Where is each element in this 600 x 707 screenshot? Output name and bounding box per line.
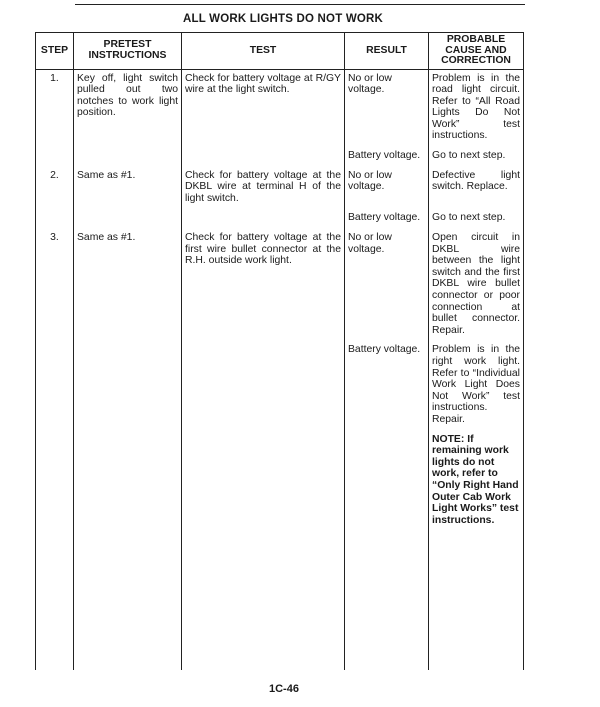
cause-cell: Go to next step. bbox=[429, 209, 524, 229]
step-number bbox=[36, 341, 74, 430]
table-header-row bbox=[36, 33, 524, 70]
header-result: RESULT bbox=[345, 33, 429, 70]
test-cell: Check for battery voltage at the DKBL wire at terminal H of the light switch. bbox=[182, 167, 345, 210]
empty-cell bbox=[345, 531, 429, 670]
result-cell: No or low voltage. bbox=[345, 69, 429, 147]
step-number: 1. bbox=[36, 69, 74, 147]
pretest-cell bbox=[74, 209, 182, 229]
test-cell bbox=[182, 209, 345, 229]
pretest-cell bbox=[74, 341, 182, 430]
pretest-cell: Same as #1. bbox=[74, 229, 182, 341]
cause-cell: Defective light switch. Replace. bbox=[429, 167, 524, 210]
table-row bbox=[36, 147, 524, 167]
pretest-cell: Same as #1. bbox=[74, 167, 182, 210]
pretest-cell bbox=[74, 147, 182, 167]
table-row bbox=[36, 431, 524, 532]
cause-cell: Go to next step. bbox=[429, 147, 524, 167]
result-cell: Battery voltage. bbox=[345, 147, 429, 167]
header-pretest: PRETEST INSTRUCTIONS bbox=[74, 33, 182, 70]
result-cell: No or low voltage. bbox=[345, 229, 429, 341]
result-cell: No or low voltage. bbox=[345, 167, 429, 210]
step-number: 3. bbox=[36, 229, 74, 341]
empty-cell bbox=[36, 531, 74, 670]
page-number: 1C-46 bbox=[269, 683, 299, 695]
empty-cell bbox=[182, 531, 345, 670]
page-title: ALL WORK LIGHTS DO NOT WORK bbox=[183, 13, 384, 25]
table-row bbox=[36, 167, 524, 210]
step-number bbox=[36, 209, 74, 229]
empty-cell bbox=[74, 531, 182, 670]
cause-cell: Problem is in the road light circuit. Refer to “All Road Lights Do Not Work” test instructions. bbox=[429, 69, 524, 147]
step-number bbox=[36, 147, 74, 167]
test-cell: Check for battery voltage at the first wire bullet connector at the R.H. outside work light. bbox=[182, 229, 345, 341]
header-cause: PROBABLE CAUSE AND CORRECTION bbox=[429, 33, 524, 70]
note-cell: NOTE: If remaining work lights do not work, refer to “Only Right Hand Outer Cab Work Light Works” test instructions. bbox=[429, 431, 524, 532]
table-row bbox=[36, 229, 524, 341]
empty-cell bbox=[74, 431, 182, 532]
table-row bbox=[36, 69, 524, 147]
table-filler-row bbox=[36, 531, 524, 670]
empty-cell bbox=[345, 431, 429, 532]
test-cell bbox=[182, 341, 345, 430]
table-row bbox=[36, 341, 524, 430]
header-step: STEP bbox=[36, 33, 74, 70]
troubleshooting-table bbox=[35, 32, 524, 670]
result-cell: Battery voltage. bbox=[345, 209, 429, 229]
step-number: 2. bbox=[36, 167, 74, 210]
empty-cell bbox=[182, 431, 345, 532]
pretest-cell: Key off, light switch pulled out two notches to work light position. bbox=[74, 69, 182, 147]
cause-cell: Problem is in the right work light. Refer to “Individual Work Light Does Not Work” test instructions. Repair. bbox=[429, 341, 524, 430]
empty-cell bbox=[429, 531, 524, 670]
empty-cell bbox=[36, 431, 74, 532]
top-rule bbox=[75, 4, 525, 5]
test-cell bbox=[182, 147, 345, 167]
table-row bbox=[36, 209, 524, 229]
result-cell: Battery voltage. bbox=[345, 341, 429, 430]
header-test: TEST bbox=[182, 33, 345, 70]
cause-cell: Open circuit in DKBL wire between the light switch and the first DKBL wire bullet connector or poor connection at bullet connector. Repair. bbox=[429, 229, 524, 341]
test-cell: Check for battery voltage at R/GY wire at the light switch. bbox=[182, 69, 345, 147]
